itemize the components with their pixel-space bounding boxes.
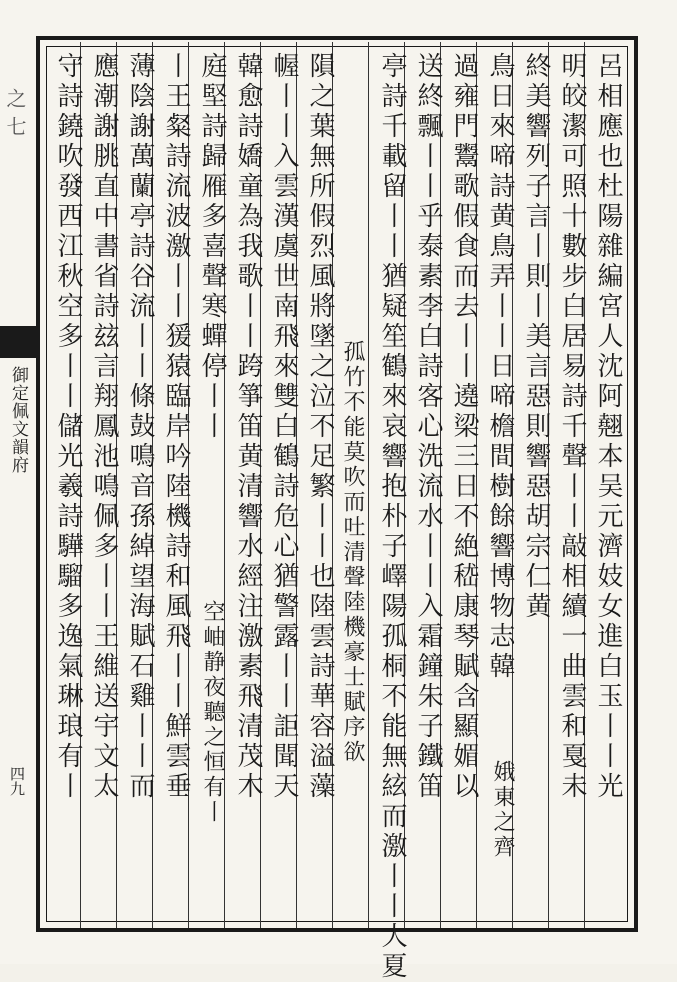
text-column: 幄丨丨入雲漢虞世南飛來雙白鶴詩危心猶警露丨丨詎聞天 — [269, 52, 299, 802]
text-column: 應潮謝朓直中書省詩玆言翔鳳池鳴佩多丨丨王維送宇文太 — [89, 52, 119, 802]
text-column: 明皎潔可照十數步白居易詩千聲丨丨敲相續一曲雲和戛未 — [557, 52, 587, 802]
adjacent-page-edge-text: 之七 — [3, 88, 27, 144]
fishtail-mark — [0, 326, 36, 358]
page-number: 四九 — [8, 766, 26, 796]
text-column-annotation: 娥東之齊 — [490, 760, 515, 860]
text-column: 薄陰謝萬蘭亭詩谷流丨丨條鼔鳴音孫綽望海賦石雞丨丨而 — [125, 52, 155, 802]
text-column-annotation: 空岫静夜聽之恒有丨 — [200, 600, 225, 825]
text-column-annotation: 孤竹不能莫吹而吐清聲陸機豪士賦序欲 — [340, 340, 365, 765]
text-column: 亭詩千載留丨丨猶疑笙鶴來哀響抱朴子嶧陽孤桐不能無絃而激丨丨大夏 — [377, 52, 407, 982]
text-column: 庭堅詩歸雁多喜聲寒蟬停丨丨 — [197, 52, 227, 442]
text-column: 丨王粲詩流波激丨丨猨猿臨岸吟陸機詩和風飛丨丨鮮雲垂 — [161, 52, 191, 802]
text-column: 隕之葉無所假烈風將墜之泣不足繁丨丨也陸雲詩華容溢藻 — [305, 52, 335, 802]
text-column: 呂相應也杜陽雜編宮人沈阿翹本吴元濟妓女進白玉丨丨光 — [593, 52, 623, 802]
text-column: 終美響列子言丨則丨美言惡則響惡胡宗仁黄 — [521, 52, 551, 622]
text-column: 過雍門鬻歌假食而去丨丨遶梁三日不絶嵇康琴賦含顯媚以 — [449, 52, 479, 802]
book-title: 御定佩文韻府 — [8, 366, 28, 474]
binding-margin — [0, 36, 36, 932]
text-column: 送終飄丨丨乎泰素李白詩客心洗流水丨丨入霜鐘朱子鐵笛 — [413, 52, 443, 802]
text-column: 韓愈詩嬌童為我歌丨丨跨箏笛黄清響水經注激素飛清茂木 — [233, 52, 263, 802]
text-column: 守詩鐃吹發西江秋空多丨丨儲光羲詩驊騮多逸氣琳琅有丨 — [53, 52, 83, 802]
text-column: 鳥日來啼詩黄鳥弄丨丨日啼檐間樹餘響博物志韓 — [485, 52, 515, 682]
